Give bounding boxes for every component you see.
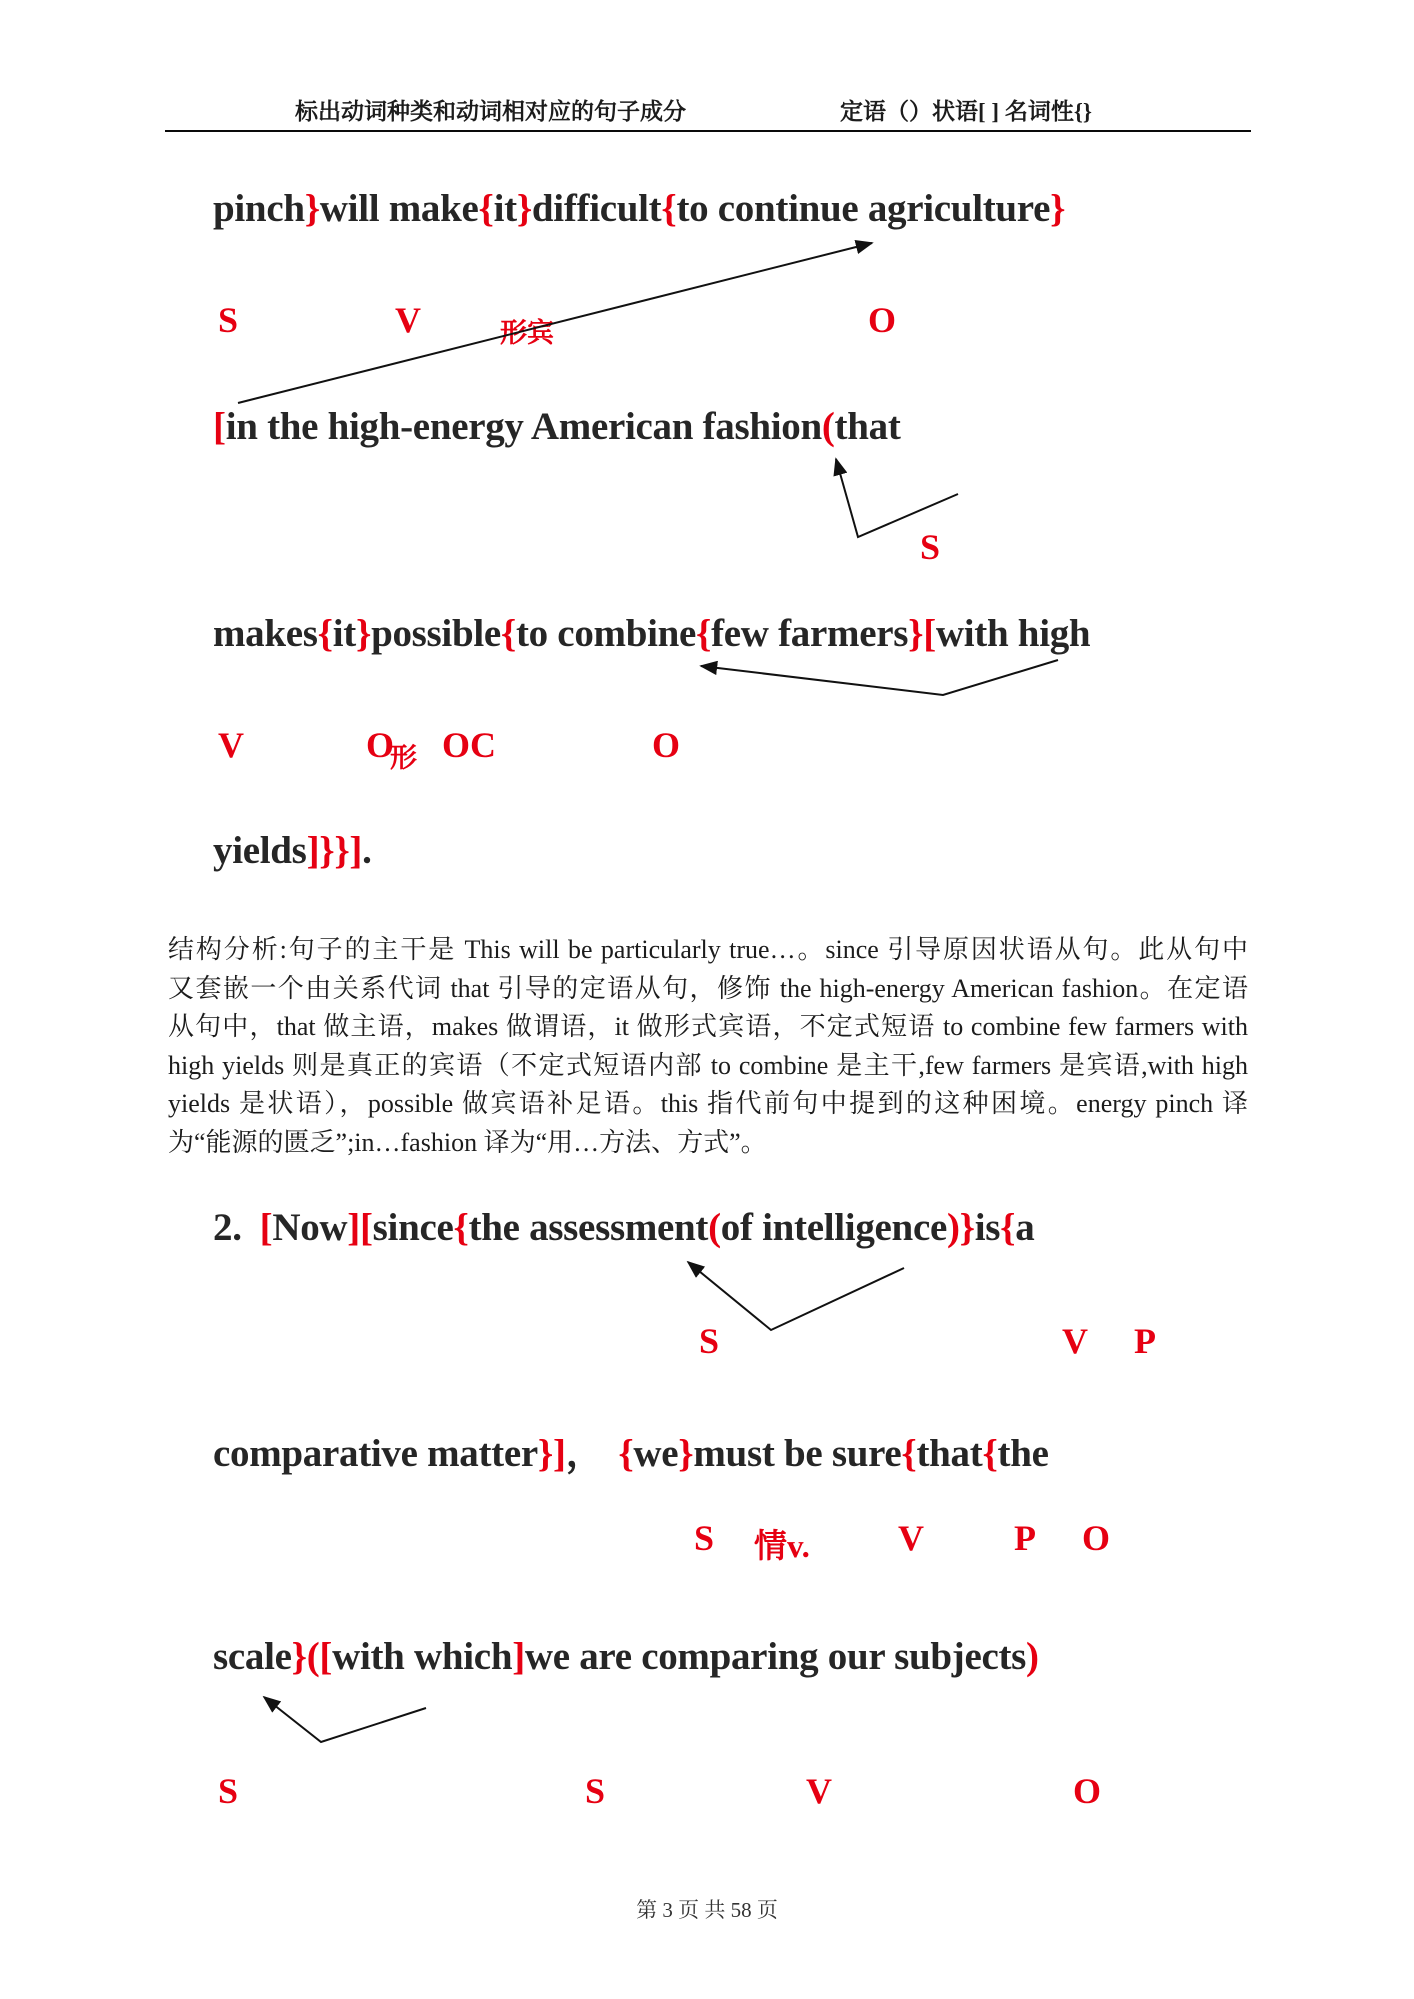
red-bracket: ] xyxy=(512,1635,525,1678)
grammar-label-verb: V xyxy=(806,1771,832,1811)
sentence-text: with which xyxy=(332,1635,513,1678)
red-brackets: ]}}] xyxy=(306,829,363,872)
page-number: 第 3 页 共 58 页 xyxy=(636,1898,778,1922)
sentence-text: we are comparing our subjects xyxy=(524,1635,1027,1678)
sentence1-line4 xyxy=(213,828,372,873)
sentence-text: . xyxy=(362,829,372,872)
analysis-line: 为“能源的匮乏”;in…fashion 译为“用…方法、方式”。 xyxy=(168,1127,767,1157)
red-brace: { xyxy=(317,612,333,655)
red-paren: ( xyxy=(306,1635,320,1678)
grammar-label-formal: 形 xyxy=(390,743,417,773)
sentence-text: to combine xyxy=(515,612,697,655)
red-bracket: [ xyxy=(923,612,936,655)
sentence-text: yields xyxy=(213,829,307,872)
red-brace: } xyxy=(1050,187,1066,230)
grammar-label-modal-verb: 情v. xyxy=(754,1529,810,1565)
grammar-label-verb: V xyxy=(898,1518,924,1558)
sentence-text: the xyxy=(997,1432,1049,1475)
red-brackets: ][ xyxy=(347,1206,373,1249)
red-bracket: [ xyxy=(319,1635,333,1678)
sentence-text: scale xyxy=(213,1635,292,1678)
grammar-label-object: O xyxy=(1082,1518,1111,1558)
sentence2-line3 xyxy=(213,1634,1039,1679)
red-brace: { xyxy=(478,187,494,230)
sentence-text: a xyxy=(1015,1206,1035,1249)
red-bracket: [ xyxy=(259,1206,273,1249)
grammar-label-predicative: P xyxy=(1134,1321,1156,1361)
red-brace: { xyxy=(500,612,516,655)
arrow-with-high-to-combine xyxy=(701,660,1058,695)
header-left-title: 标出动词种类和动词相对应的句子成分 xyxy=(295,99,686,124)
grammar-label-object: O xyxy=(868,300,897,340)
sentence2-line1 xyxy=(213,1205,1034,1250)
grammar-label-verb: V xyxy=(1062,1321,1088,1361)
grammar-label-subject: S xyxy=(218,1771,239,1811)
sentence-text: with high xyxy=(935,612,1091,655)
red-brace: } xyxy=(516,187,532,230)
analysis-line: high yields 则是真正的宾语（不定式短语内部 to combine 是主干,few farmers 是宾语,with high xyxy=(168,1050,1248,1080)
sentence1-line1 xyxy=(213,186,1065,231)
sentence-text: pinch xyxy=(213,187,305,230)
sentence-text: of intelligence xyxy=(720,1206,947,1249)
grammar-label-object: O xyxy=(366,725,395,765)
grammar-label-subject: S xyxy=(920,527,941,567)
header-divider xyxy=(165,130,1251,132)
arrow-fashion-to-agriculture xyxy=(238,243,872,403)
sentence2-line2 xyxy=(213,1422,1049,1478)
analysis-line: yields 是状语），possible 做宾语补足语。this 指代前句中提到的这种困境。energy pinch 译 xyxy=(168,1089,1248,1119)
sentence-text: comparative matter xyxy=(213,1432,538,1475)
sentence-text: in the high-energy American fashion xyxy=(225,405,822,448)
red-brace: { xyxy=(618,1432,634,1475)
sentence-text: is xyxy=(974,1206,1001,1249)
grammar-label-object: O xyxy=(1073,1771,1102,1811)
sentence-text: the assessment xyxy=(468,1206,709,1249)
sentence-text: difficult xyxy=(531,187,662,230)
grammar-label-subject: S xyxy=(699,1321,720,1361)
fullwidth-comma: ， xyxy=(565,1432,605,1475)
grammar-label-subject: S xyxy=(694,1518,715,1558)
red-paren: ( xyxy=(821,405,835,448)
analysis-line: 结构分析:句子的主干是 This will be particularly true…。since 引导原因状语从句。此从句中 xyxy=(168,935,1248,964)
sentence-text: that xyxy=(916,1432,983,1475)
sentence-text: few farmers xyxy=(711,612,909,655)
sentence-text: to continue agriculture xyxy=(676,187,1051,230)
red-brackets: }] xyxy=(537,1432,566,1475)
grammar-label-subject: S xyxy=(218,300,239,340)
item-number: 2. xyxy=(213,1206,242,1249)
red-bracket: [ xyxy=(213,405,226,448)
red-paren: ) xyxy=(1026,1635,1039,1678)
sentence-text: we xyxy=(633,1432,679,1475)
red-brace: { xyxy=(982,1432,998,1475)
sentence1-line3 xyxy=(213,611,1090,656)
red-brace: } xyxy=(908,612,924,655)
analysis-line: 从句中，that 做主语，makes 做谓语，it 做形式宾语，不定式短语 to combine few farmers with xyxy=(168,1012,1248,1042)
red-brace: } xyxy=(304,187,320,230)
red-brace: { xyxy=(696,612,712,655)
sentence-text: it xyxy=(332,612,356,655)
red-paren: ( xyxy=(708,1206,721,1249)
arrow-subject-to-scale xyxy=(264,1697,426,1742)
analysis-line: 又套嵌一个由关系代词 that 引导的定语从句，修饰 the high-energy American fashion。在定语 xyxy=(168,973,1248,1003)
red-brace: { xyxy=(901,1432,917,1475)
sentence-text: will make xyxy=(319,187,479,230)
sentence1-line2 xyxy=(213,404,901,449)
red-brace: } xyxy=(678,1432,694,1475)
sentence-text: must be sure xyxy=(693,1432,902,1475)
red-paren-brace: )} xyxy=(946,1206,975,1249)
sentence-text: makes xyxy=(213,612,318,655)
red-brace: } xyxy=(291,1635,307,1678)
red-brace: { xyxy=(661,187,677,230)
grammar-label-verb: V xyxy=(395,300,421,340)
red-brace: } xyxy=(355,612,372,655)
arrow-subject-to-assessment xyxy=(688,1262,904,1330)
sentence-text: Now xyxy=(272,1206,348,1249)
sentence-text: possible xyxy=(371,612,501,655)
red-brace: { xyxy=(1000,1206,1016,1249)
sentence-text: since xyxy=(372,1206,454,1249)
header-right-legend: 定语（）状语[ ] 名词性{} xyxy=(840,99,1092,124)
grammar-label-object-complement: OC xyxy=(442,725,496,765)
structure-analysis-paragraph xyxy=(168,931,1248,1163)
sentence-text: it xyxy=(493,187,517,230)
grammar-label-predicative: P xyxy=(1014,1518,1036,1558)
grammar-label-object: O xyxy=(652,725,681,765)
grammar-label-verb: V xyxy=(218,725,244,765)
grammar-label-formal-object: 形宾 xyxy=(500,318,554,348)
grammar-label-subject: S xyxy=(585,1771,606,1811)
red-brace: { xyxy=(453,1206,469,1249)
sentence-text: that xyxy=(834,405,901,448)
